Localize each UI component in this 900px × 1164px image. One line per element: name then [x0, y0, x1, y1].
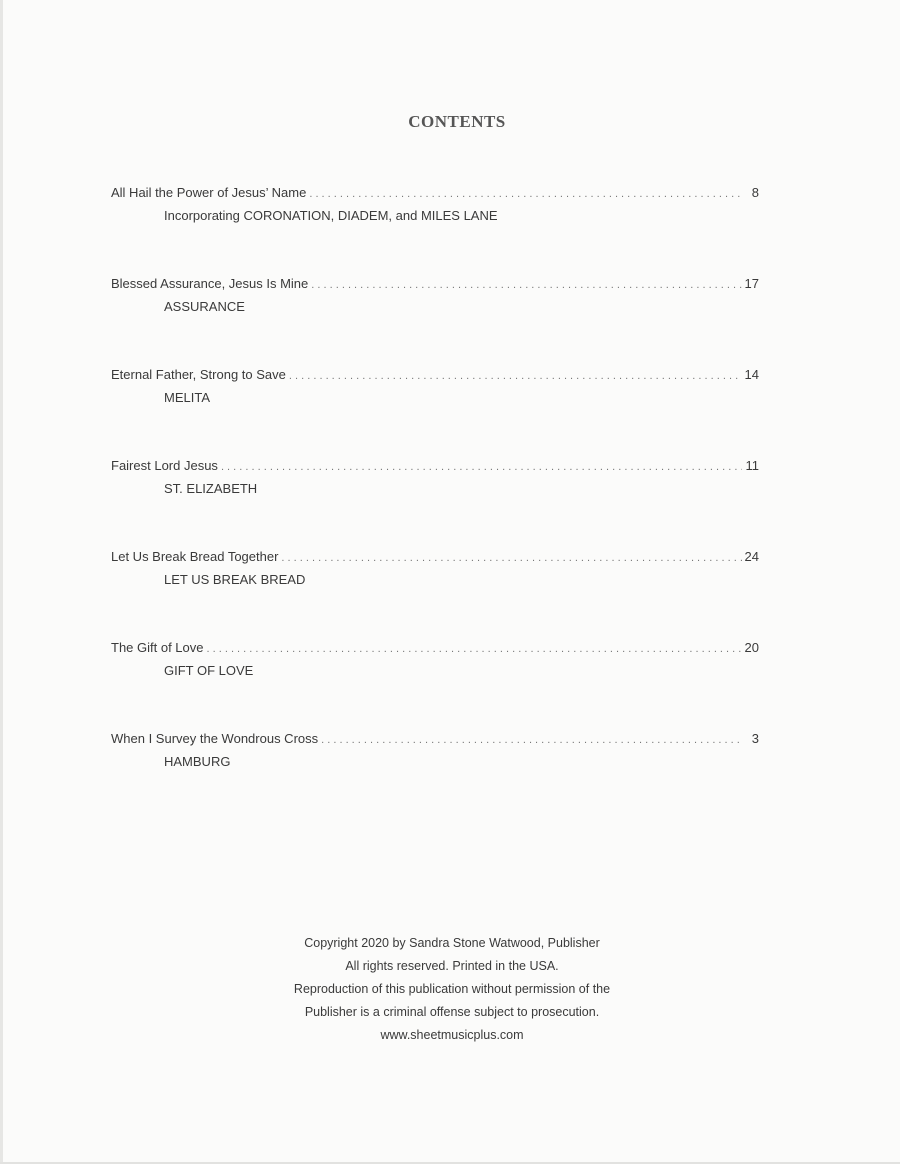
- dot-leader: [311, 276, 741, 294]
- entry-tune-name: HAMBURG: [164, 754, 231, 769]
- contents-entry: [111, 730, 759, 821]
- website-line: www.sheetmusicplus.com: [380, 1028, 524, 1042]
- entry-line: [111, 548, 759, 567]
- entry-page-number: 3: [751, 731, 759, 746]
- entry-title: Fairest Lord Jesus: [111, 458, 218, 473]
- contents-entry: [111, 366, 759, 457]
- copyright-line: Copyright 2020 by Sandra Stone Watwood, Publisher: [304, 936, 600, 950]
- entry-title: Blessed Assurance, Jesus Is Mine: [111, 276, 309, 291]
- entry-page-number: 24: [744, 549, 759, 564]
- entry-page-number: 20: [744, 640, 759, 655]
- entry-line: [111, 184, 759, 203]
- entry-title: When I Survey the Wondrous Cross: [111, 731, 319, 746]
- page-title: CONTENTS: [408, 112, 506, 131]
- entry-page-number: 14: [744, 367, 759, 382]
- entry-title: The Gift of Love: [111, 640, 204, 655]
- contents-entry: [111, 548, 759, 639]
- dot-leader: [321, 731, 742, 749]
- dot-leader: [221, 458, 742, 476]
- rights-line: All rights reserved. Printed in the USA.: [345, 959, 559, 973]
- entry-line: [111, 275, 759, 294]
- dot-leader: [207, 640, 742, 658]
- entry-page-number: 8: [751, 185, 759, 200]
- prosecution-line: Publisher is a criminal offense subject to prosecution.: [304, 1005, 600, 1019]
- contents-entry: [111, 184, 759, 275]
- entry-title: All Hail the Power of Jesus’ Name: [111, 185, 307, 200]
- entry-tune-name: Incorporating CORONATION, DIADEM, and MILES LANE: [164, 208, 498, 223]
- contents-entry: [111, 457, 759, 548]
- entry-line: [111, 730, 759, 749]
- entry-line: [111, 366, 759, 385]
- entry-tune-name: GIFT OF LOVE: [164, 663, 254, 678]
- entry-tune-name: MELITA: [164, 390, 210, 405]
- entry-line: [111, 639, 759, 658]
- copyright-notice: [0, 932, 900, 1047]
- contents-entry: [111, 639, 759, 730]
- entry-title: Let Us Break Bread Together: [111, 549, 279, 564]
- entry-tune-name: LET US BREAK BREAD: [164, 572, 306, 587]
- reproduction-line: Reproduction of this publication without permission of the: [293, 982, 611, 996]
- entry-page-number: 17: [744, 276, 759, 291]
- dot-leader: [309, 185, 742, 203]
- entry-title: Eternal Father, Strong to Save: [111, 367, 286, 382]
- dot-leader: [281, 549, 741, 567]
- entry-tune-name: ASSURANCE: [164, 299, 245, 314]
- entry-line: [111, 457, 759, 476]
- contents-entry: [111, 275, 759, 366]
- entry-tune-name: ST. ELIZABETH: [164, 481, 258, 496]
- entry-page-number: 11: [745, 458, 759, 473]
- dot-leader: [289, 367, 742, 385]
- contents-list: [111, 184, 759, 821]
